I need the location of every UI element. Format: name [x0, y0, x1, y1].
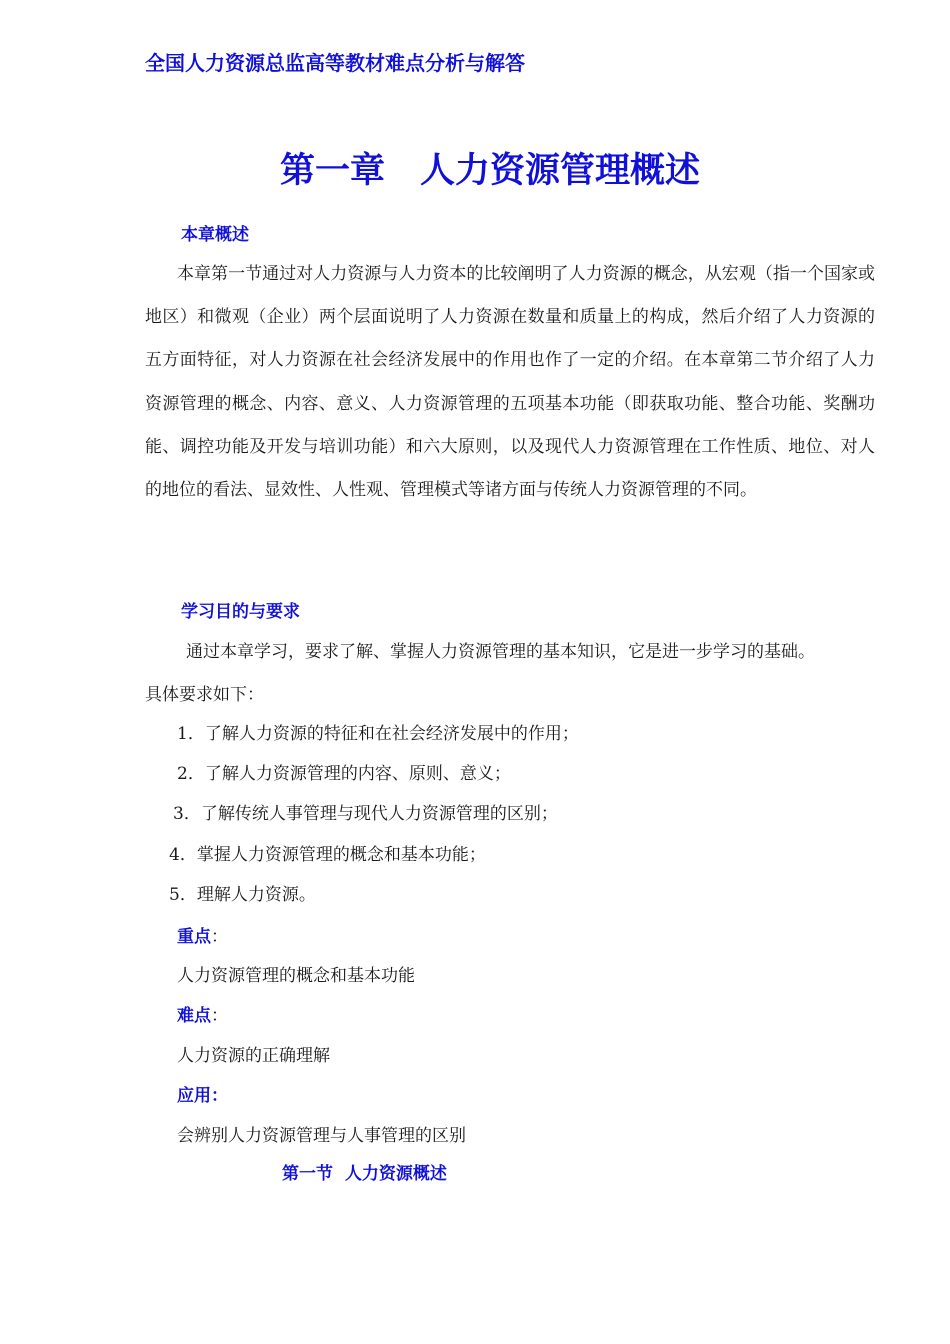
section-1-title: 第一节 人力资源概述: [282, 1164, 447, 1184]
key-points-text: 人力资源管理的概念和基本功能: [177, 966, 415, 986]
application-text: 会辨别人力资源管理与人事管理的区别: [177, 1126, 466, 1146]
objectives-intro-line1: 通过本章学习，要求了解、掌握人力资源管理的基本知识，它是进一步学习的基础。: [186, 642, 815, 662]
objectives-intro-line2: 具体要求如下：: [145, 685, 264, 705]
key-points-colon: ：: [211, 927, 228, 947]
key-points-label: 重点: [177, 927, 211, 947]
objective-item-2: 2．了解人力资源管理的内容、原则、意义；: [177, 764, 511, 784]
application-label: 应用：: [177, 1086, 228, 1106]
difficulties-label: 难点: [177, 1006, 211, 1026]
objective-item-4: 4．掌握人力资源管理的概念和基本功能；: [169, 845, 486, 865]
chapter-title: 第一章 人力资源管理概述: [279, 151, 700, 191]
document-header-title: 全国人力资源总监高等教材难点分析与解答: [145, 51, 525, 75]
objective-item-5: 5．理解人力资源。: [169, 885, 316, 905]
key-points-label-row: [177, 925, 228, 949]
overview-paragraph: 本章第一节通过对人力资源与人力资本的比较阐明了人力资源的概念，从宏观（指一个国家或地区）和微观（企业）两个层面说明了人力资源在数量和质量上的构成，然后介绍了人力资源的五方面特征，对人力资源在社会经济发展中的作用也作了一定的介绍。在本章第二节介绍了人力资源管理的概念、内容、意义、人力资源管理的五项基本功能（即获取功能、整合功能、奖酬功能、调控功能及开发与培训功能）和六大原则，以及现代人力资源管理在工作性质、地位、对人的地位的看法、显效性、人性观、管理模式等诸方面与传统人力资源管理的不同。: [145, 264, 875, 501]
objective-item-1: 1．了解人力资源的特征和在社会经济发展中的作用；: [177, 724, 579, 744]
difficulties-colon: ：: [211, 1006, 228, 1026]
difficulties-label-row: [177, 1004, 228, 1028]
objectives-heading: 学习目的与要求: [181, 602, 300, 622]
difficulties-text: 人力资源的正确理解: [177, 1046, 330, 1066]
overview-heading: 本章概述: [181, 225, 249, 245]
objective-item-3: 3．了解传统人事管理与现代人力资源管理的区别；: [173, 804, 558, 824]
